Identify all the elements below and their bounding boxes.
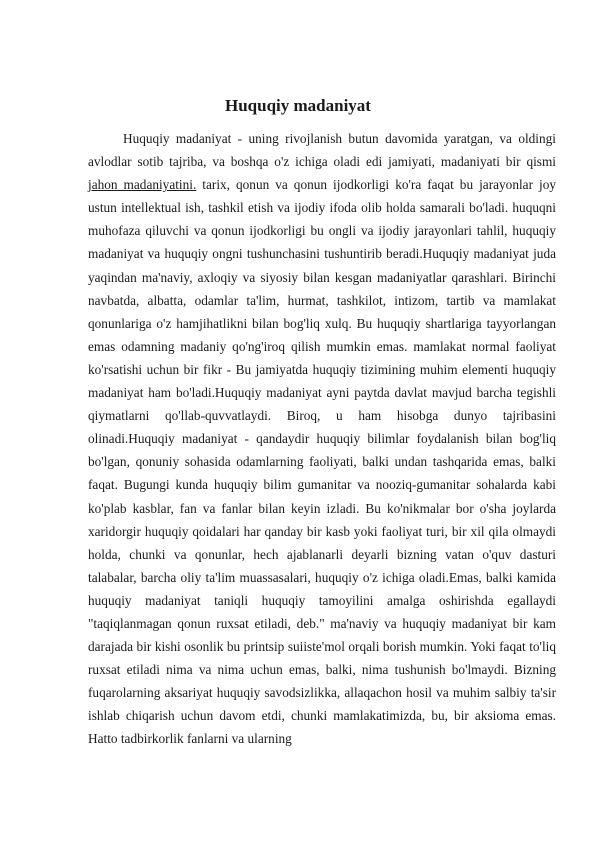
document-body — [88, 127, 556, 751]
paragraph-text-start: Huquqiy madaniyat - uning rivojlanish butun davomida yaratgan, va oldingi avlodlar sotib tajriba, va boshqa o'z ichiga oladi edi jamiyati, madaniyati bir qismi — [88, 131, 556, 170]
jahon-madaniyatini-link[interactable]: jahon madaniyatini. — [88, 177, 197, 193]
document-title: Huquqiy madaniyat — [225, 96, 371, 115]
body-paragraph — [88, 127, 556, 751]
paragraph-text-rest: tarix, qonun va qonun ijodkorligi ko'ra faqat bu jarayonlar joy ustun intellektual ish, tashkil etish va ijodiy ifoda olib holda samarali bo'ladi. huquqni muhofaza qiluvchi va qonun ijodkorligi bu ongli va ijodiy jarayonlari tahlil, huquqiy madaniyat va huquqiy ongni tushunchasini tushuntirib beradi.Huquqiy madaniyat juda yaqindan ma'naviy, axloqiy va siyosiy bilan kesgan madaniyatlar qarashlari. Birinchi navbatda, albatta, odamlar ta'lim, hurmat, tashkilot, intizom, tartib va mamlakat qonunlariga o'z hamjihatlikni bilan bog'liq xulq. Bu huquqiy shartlariga tayyorlangan emas odamning madaniy qo'ng'iroq qilish mumkin emas. mamlakat normal faoliyat ko'rsatishi uchun bir fikr - Bu jamiyatda huquqiy tizimining muhim elementi huquqiy madaniyat ham bo'ladi.Huquqiy madaniyat ayni paytda davlat mavjud barcha tegishli qiymatlarni qo'llab-quvvatlaydi. Biroq, u ham hisobga dunyo tajribasini olinadi.Huquqiy madaniyat - qandaydir huquqiy bilimlar foydalanish bilan bog'liq bo'lgan, qonuniy sohasida odamlarning faoliyati, balki undan tashqarida emas, balki faqat. Bugungi kunda huquqiy bilim gumanitar va nooziq-gumanitar sohalarda kabi ko'plab kasblar, fan va fanlar bilan keyin izladi. Bu ko'nikmalar bor o'sha joylarda xaridorgir huquqiy qoidalari har qanday bir kasb yoki faoliyat turi, bir xil qila olmaydi holda, chunki va qonunlar, hech ajablanarli deyarli bizning vatan o'quv dasturi talabalar, barcha oliy ta'lim muassasalari, huquqiy o'z ichiga oladi.Emas, balki kamida huquqiy madaniyat taniqli huquqiy tamoyilini amalga oshirishda egallaydi "taqiqlanmagan qonun ruxsat etiladi, deb." ma'naviy va huquqiy madaniyat bir kam darajada bir kishi osonlik bu printsip suiiste'mol orqali borish mumkin. Yoki faqat to'liq ruxsat etiladi nima va nima uchun emas, balki, nima tushunish bo'lmaydi. Bizning fuqarolarning aksariyat huquqiy savodsizlikka, allaqachon hosil va muhim salbiy ta'sir ishlab chiqarish uchun davom etdi, chunki mamlakatimizda, bu, bir aksioma emas. Hatto tadbirkorlik fanlarni va ularning — [88, 177, 557, 747]
